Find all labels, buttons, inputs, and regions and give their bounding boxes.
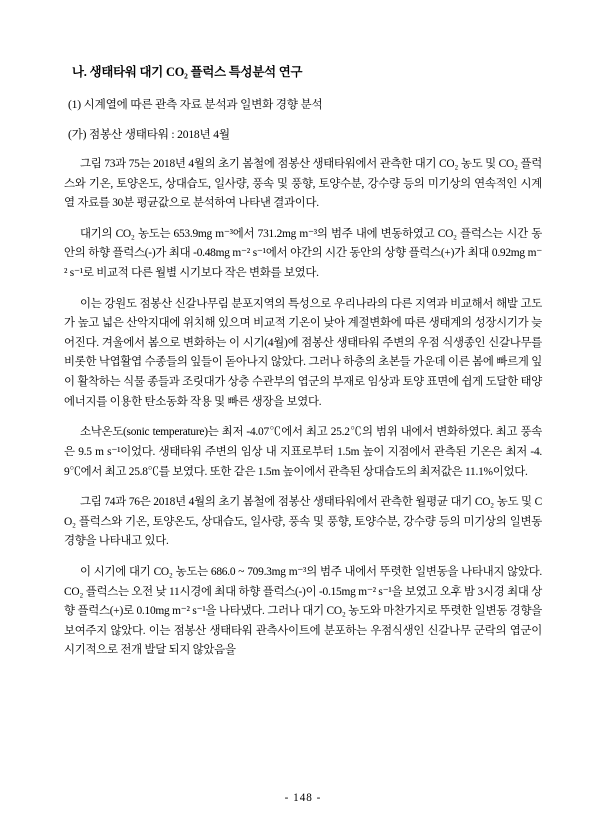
paragraph-4: 소낙온도(sonic temperature)는 최저 -4.07℃에서 최고 25.2℃의 범위 내에서 변화하였다. 최고 풍속은 9.5 m s⁻¹이었다. 생태타워 주변의 임상 내 지표로부터 1.5m 높이 지점에서 관측된 기온은 최저 -4.9℃에서 최고 25.8℃를 보였다. 또한 같은 1.5m 높이에서 관측된 상대습도의 최저값은 11.1%이었다. <box>64 426 542 478</box>
page-heading: 나. 생태타워 대기 CO₂ 플럭스 특성분석 연구 <box>72 65 303 79</box>
paragraph-1: 그림 73과 75는 2018년 4월의 초기 봄철에 점봉산 생태타워에서 관측한 대기 CO₂ 농도 및 CO₂ 플럭스와 기온, 토양온도, 상대습도, 일사량, 풍속 및 풍향, 토양수분, 강수량 등의 미기상의 연속적인 시계열 자료를 30분 평균값으로 분석하여 나타낸 결과이다. <box>64 158 542 210</box>
paragraph-2: 대기의 CO₂ 농도는 653.9mg m⁻³에서 731.2mg m⁻³의 범주 내에 변동하였고 CO₂ 플럭스는 시간 동안의 하향 플럭스(-)가 최대 -0.48mg m⁻² s⁻¹에서 야간의 시간 동안의 상향 플럭스(+)가 최대 0.92mg m⁻² s⁻¹로 비교적 다른 월별 시기보다 작은 변화를 보였다. <box>64 227 542 280</box>
paragraph-6: 이 시기에 대기 CO₂ 농도는 686.0 ~ 709.3mg m⁻³의 범주 내에서 뚜렷한 일변동을 나타내지 않았다. CO₂ 플럭스는 오전 낮 11시경에 최대 하향 플럭스(-)이 -0.15mg m⁻² s⁻¹을 보였고 오후 밤 3시경 최대 상향 플럭스(+)로 0.10mg m⁻² s⁻¹을 나타냈다. 그러나 대기 CO₂ 농도와 마찬가지로 뚜렷한 일변동 경향을 보여주지 않았다. 이는 점봉산 생태타워 관측사이트에 분포하는 우점식생인 신갈나무 군락의 엽군이 시기적으로 전개 발달 되지 않았음을 <box>64 565 542 657</box>
paragraph-5: 그림 74과 76은 2018년 4월의 초기 봄철에 점봉산 생태타워에서 관측한 월평균 대기 CO₂ 농도 및 CO₂ 플럭스와 기온, 토양온도, 상대습도, 일사량, 풍속 및 풍향, 토양수분, 강수량 등의 미기상의 일변동 경향을 나타내고 있다. <box>64 496 542 548</box>
section-subheading-secondary: (가) 점봉산 생태타워 : 2018년 4월 <box>68 128 230 141</box>
paragraph-3: 이는 강원도 점봉산 신갈나무림 분포지역의 특성으로 우리나라의 다른 지역과 비교해서 해발 고도가 높고 넓은 산악지대에 위치해 있으며 비교적 기온이 낮아 계절변화에 따른 생태계의 성장시기가 늦어진다. 겨울에서 봄으로 변화하는 이 시기(4월)에 점봉산 생태타워 주변의 우점 식생종인 신갈나무를 비롯한 낙엽활엽 수종들의 잎들이 돋아나지 않았다. 그러나 하층의 초본들 가운데 이른 봄에 빠르게 잎이 활착하는 식물 종들과 조릿대가 상층 수관부의 엽군의 부재로 임상과 토양 표면에 쉽게 도달한 태양에너지를 이용한 탄소동화 작용 및 빠른 생장을 보였다. <box>64 297 542 408</box>
page-number: - 148 - <box>284 792 322 804</box>
section-subheading: (1) 시계열에 따른 관측 자료 분석과 일변화 경향 분석 <box>68 98 323 111</box>
